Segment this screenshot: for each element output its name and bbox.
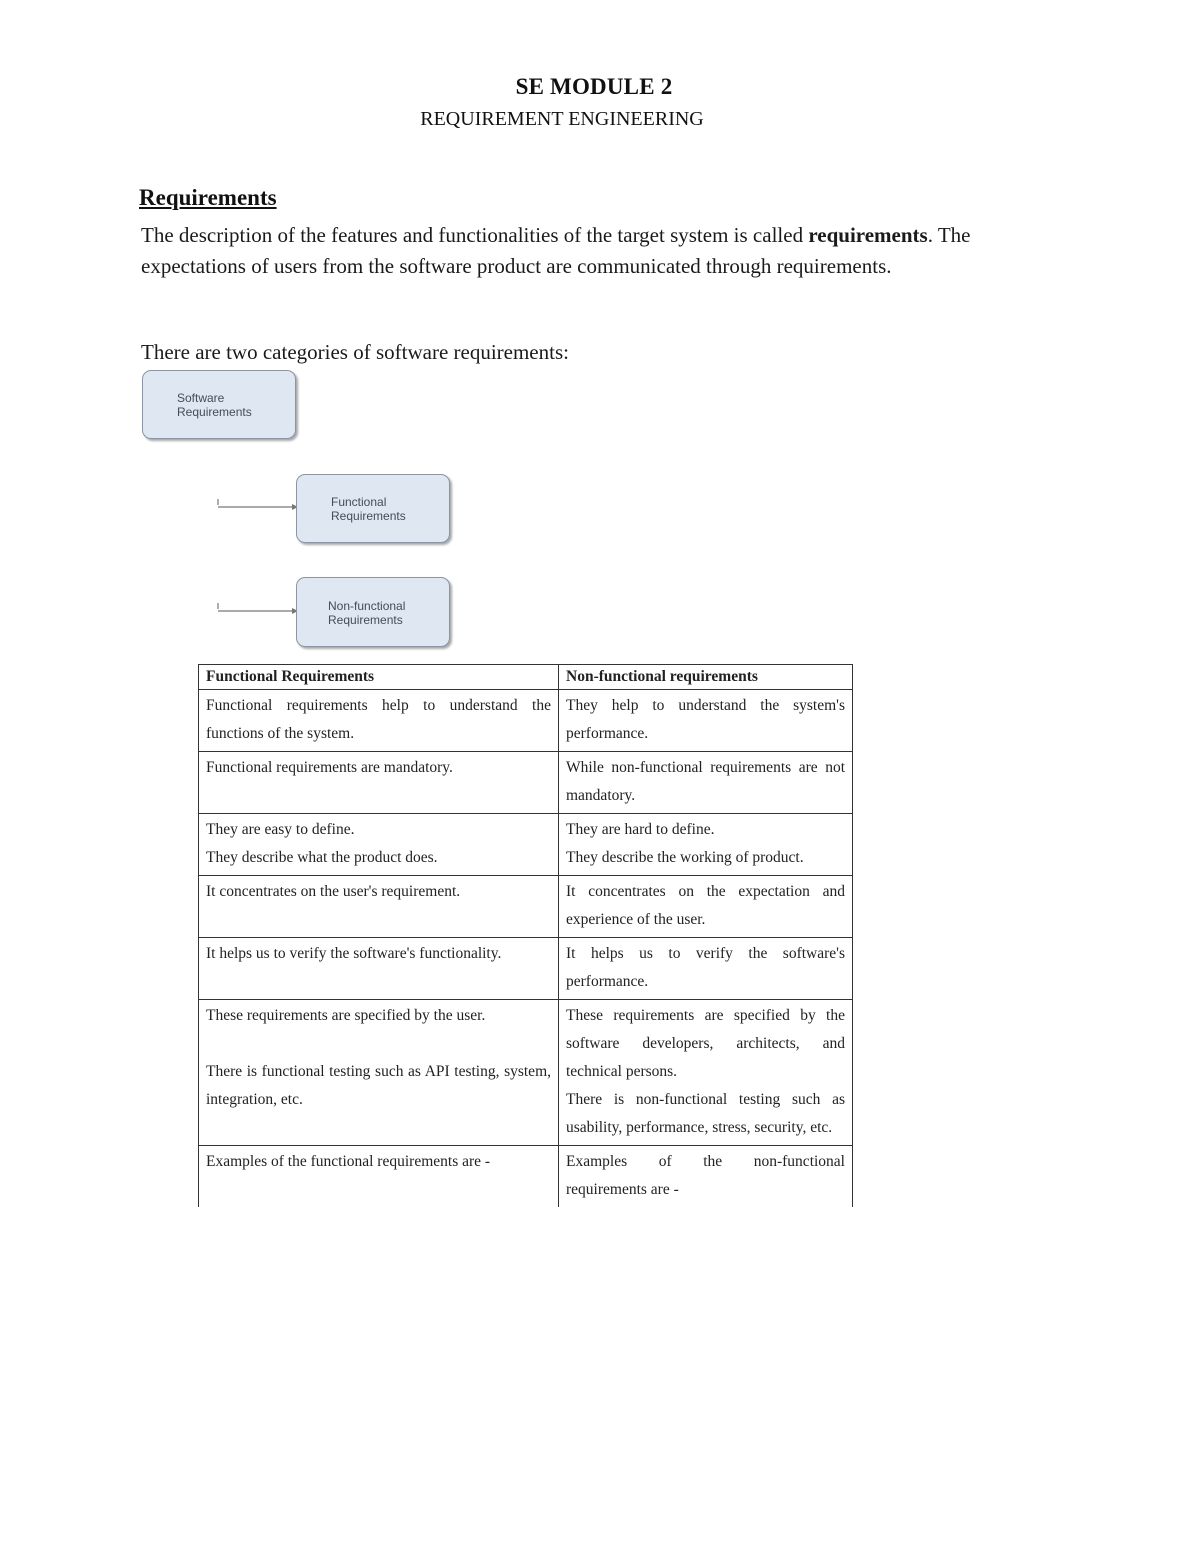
box-label-line: Software (177, 391, 225, 405)
table-cell (559, 752, 853, 814)
table-cell (559, 814, 853, 876)
table-cell (559, 938, 853, 1000)
cell-text: It concentrates on the expectation and experience of the user. (566, 883, 845, 928)
comparison-table (198, 664, 853, 1207)
table-cell (199, 690, 559, 752)
cell-text: It helps us to verify the software's functionality. (206, 945, 502, 962)
cell-text: Functional requirements are mandatory. (206, 759, 453, 776)
table-row (199, 752, 853, 814)
table-header-row (199, 665, 853, 690)
cell-text: These requirements are specified by the software developers, architects, and technical persons. (566, 1007, 845, 1080)
cell-text: They describe the working of product. (566, 849, 804, 866)
table-cell (199, 814, 559, 876)
cell-text: There is functional testing such as API testing, system, integration, etc. (206, 1063, 551, 1108)
categories-intro: There are two categories of software requirements: (141, 340, 569, 364)
para-text-1: The description of the features and functionalities of the target system is called (141, 223, 809, 247)
cell-text: They help to understand the system's performance. (566, 697, 845, 742)
cell-text: It helps us to verify the software's performance. (566, 945, 845, 990)
table-row (199, 1146, 853, 1208)
software-requirements-box (142, 370, 296, 439)
cell-text: Examples of the non-functional requirements are - (566, 1153, 845, 1198)
para-bold-term: requirements (808, 223, 928, 247)
table-cell (559, 1146, 853, 1208)
table-cell (559, 690, 853, 752)
table-cell (559, 876, 853, 938)
table-row (199, 1000, 853, 1146)
box-label-line: Requirements (177, 405, 252, 419)
table-row (199, 690, 853, 752)
header-functional: Functional Requirements (199, 665, 559, 690)
cell-text: While non-functional requirements are not mandatory. (566, 759, 845, 804)
document-title: SE MODULE 2 (515, 74, 673, 99)
table-cell (199, 752, 559, 814)
table-row (199, 814, 853, 876)
header-non-functional: Non-functional requirements (559, 665, 853, 690)
table-row (199, 876, 853, 938)
non-functional-requirements-box (296, 577, 450, 647)
arrow-to-non-functional (200, 601, 300, 621)
box-label-line: Requirements (331, 509, 406, 523)
cell-text: Examples of the functional requirements are - (206, 1153, 491, 1170)
cell-text: They describe what the product does. (206, 849, 438, 866)
box-label-line: Non-functional (328, 599, 406, 613)
table-cell (199, 1000, 559, 1146)
cell-text: Functional requirements help to understand the functions of the system. (206, 697, 551, 742)
section-heading: Requirements (139, 185, 277, 210)
box-label-line: Requirements (328, 613, 403, 627)
table-cell (559, 1000, 853, 1146)
cell-text: They are easy to define. (206, 821, 355, 838)
para-text-2: . The expectations of users from the software product are communicated through requirements. (141, 223, 971, 278)
document-subtitle: REQUIREMENT ENGINEERING (420, 108, 704, 130)
cell-text: These requirements are specified by the user. (206, 1007, 486, 1024)
table-row (199, 938, 853, 1000)
table-cell (199, 1146, 559, 1208)
requirements-paragraph (141, 220, 971, 281)
arrow-to-functional (200, 497, 300, 517)
cell-text: It concentrates on the user's requirement. (206, 883, 461, 900)
functional-requirements-box (296, 474, 450, 543)
box-label-line: Functional (331, 495, 387, 509)
cell-text: They are hard to define. (566, 821, 715, 838)
table-cell (199, 876, 559, 938)
cell-text: There is non-functional testing such as usability, performance, stress, security, etc. (566, 1091, 845, 1136)
table-cell (199, 938, 559, 1000)
